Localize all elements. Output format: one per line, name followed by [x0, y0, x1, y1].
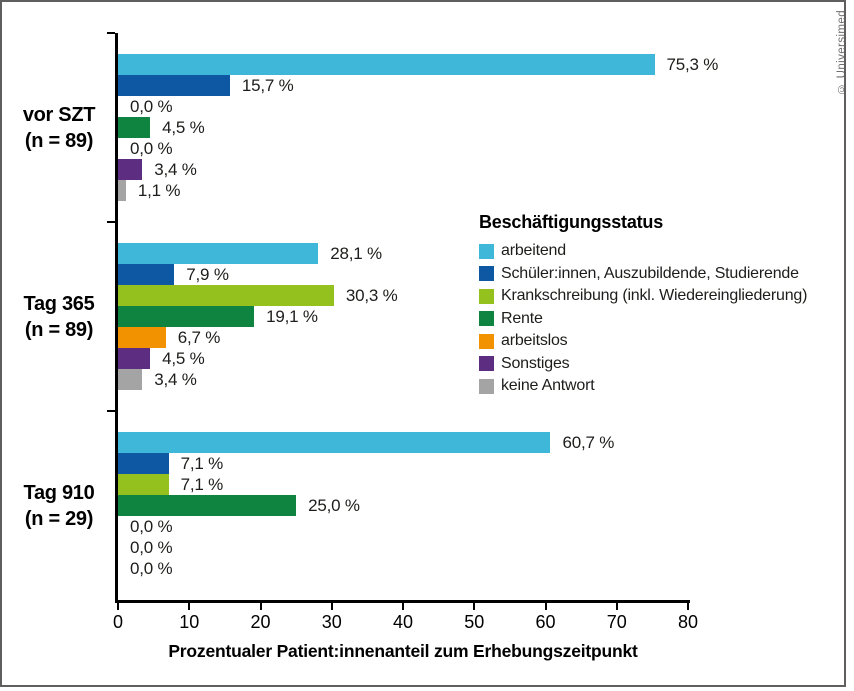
legend-item — [479, 330, 807, 353]
bar-value-label: 25,0 % — [308, 496, 360, 515]
y-axis-tick — [107, 410, 115, 412]
x-axis-title: Prozentualer Patient:innenanteil zum Erhebungszeitpunkt — [168, 641, 638, 661]
bar-value-label: 28,1 % — [330, 244, 382, 263]
bar — [118, 243, 318, 264]
legend-swatch — [479, 244, 494, 259]
x-axis-tick — [260, 603, 262, 610]
bar — [118, 180, 126, 201]
x-axis-tick — [473, 603, 475, 610]
legend-swatch — [479, 311, 494, 326]
legend-item-label: Sonstiges — [501, 354, 570, 372]
bar-value-label: 75,3 % — [666, 55, 719, 74]
x-axis-tick-label: 50 — [464, 612, 485, 632]
group-label — [12, 480, 106, 532]
bar-value-label: 4,5 % — [162, 349, 205, 368]
x-axis-tick-label: 80 — [677, 612, 699, 632]
x-axis-tick-label: 20 — [250, 612, 271, 632]
bar-value-label: 6,7 % — [177, 328, 221, 347]
group-label-line: (n = 29) — [24, 507, 94, 530]
legend-item — [479, 263, 807, 286]
legend — [479, 212, 807, 398]
bar — [118, 432, 550, 453]
legend-item-label: arbeitend — [501, 242, 566, 260]
x-axis-tick — [545, 603, 547, 610]
legend-item-label: Schüler:innen, Auszubildende, Studierende — [501, 264, 799, 282]
bar-value-label: 19,1 % — [266, 307, 318, 326]
bar — [118, 327, 166, 348]
group-label-line: (n = 89) — [24, 318, 94, 341]
group-label-line: vor SZT — [22, 103, 96, 126]
bar-value-label: 7,1 % — [180, 475, 224, 494]
legend-item — [479, 285, 807, 308]
bar-value-label: 15,7 % — [241, 76, 294, 95]
legend-item-label: Krankschreibung (inkl. Wiedereingliederung) — [501, 287, 808, 305]
legend-swatch — [479, 334, 494, 349]
bar-value-label: 0,0 % — [130, 559, 173, 578]
bar — [118, 159, 142, 180]
group-label-line: (n = 89) — [24, 129, 94, 152]
bar — [118, 306, 254, 327]
bar — [118, 75, 230, 96]
legend-swatch — [479, 356, 494, 371]
bar — [118, 495, 296, 516]
x-axis-tick-label: 0 — [112, 612, 124, 632]
legend-item-label: keine Antwort — [501, 377, 595, 395]
copyright-watermark: © Universimed — [836, 10, 848, 95]
bar — [118, 453, 169, 474]
group-label-line: Tag 365 — [23, 292, 95, 315]
bar-value-label: 3,4 % — [154, 370, 197, 389]
x-axis-tick-label: 10 — [179, 612, 200, 632]
bar-value-label: 0,0 % — [130, 97, 173, 116]
bar-value-label: 7,9 % — [186, 265, 229, 284]
legend-title: Beschäftigungsstatus — [479, 212, 664, 232]
bar-value-label: 0,0 % — [130, 538, 173, 557]
bar-value-label: 0,0 % — [130, 139, 173, 158]
x-axis-tick — [117, 603, 119, 610]
bar — [118, 54, 655, 75]
legend-swatch — [479, 266, 494, 281]
legend-item — [479, 308, 807, 331]
x-axis-tick-label: 70 — [606, 612, 627, 632]
y-axis-tick — [107, 32, 115, 34]
bar-value-label: 0,0 % — [130, 517, 173, 536]
x-axis-tick-label: 30 — [321, 612, 342, 632]
bar-value-label: 4,5 % — [162, 118, 205, 137]
x-axis-tick — [188, 603, 190, 610]
legend-item-label: Rente — [501, 309, 543, 327]
bar — [118, 285, 334, 306]
bar-value-label: 30,3 % — [345, 286, 398, 305]
legend-item — [479, 375, 807, 398]
x-axis-tick — [331, 603, 333, 610]
y-axis-tick — [107, 221, 115, 223]
bar-value-label: 7,1 % — [180, 454, 224, 473]
legend-item — [479, 353, 807, 376]
bar-value-label: 60,7 % — [562, 433, 615, 452]
legend-item — [479, 240, 807, 263]
x-axis-tick-label: 60 — [535, 612, 556, 632]
bar-value-label: 1,1 % — [137, 181, 181, 200]
legend-item-label: arbeitslos — [501, 332, 568, 350]
group-label — [12, 291, 106, 343]
bar-value-label: 3,4 % — [154, 160, 197, 179]
x-axis-tick — [616, 603, 618, 610]
x-axis-tick-label: 40 — [392, 612, 414, 632]
legend-swatch — [479, 289, 494, 304]
bar — [118, 369, 142, 390]
bar — [118, 348, 150, 369]
bar — [118, 117, 150, 138]
x-axis-tick — [687, 603, 689, 610]
bar — [118, 474, 169, 495]
group-label-line: Tag 910 — [23, 481, 95, 504]
bar — [118, 264, 174, 285]
legend-swatch — [479, 379, 494, 394]
group-label — [12, 102, 106, 154]
x-axis-tick — [402, 603, 404, 610]
